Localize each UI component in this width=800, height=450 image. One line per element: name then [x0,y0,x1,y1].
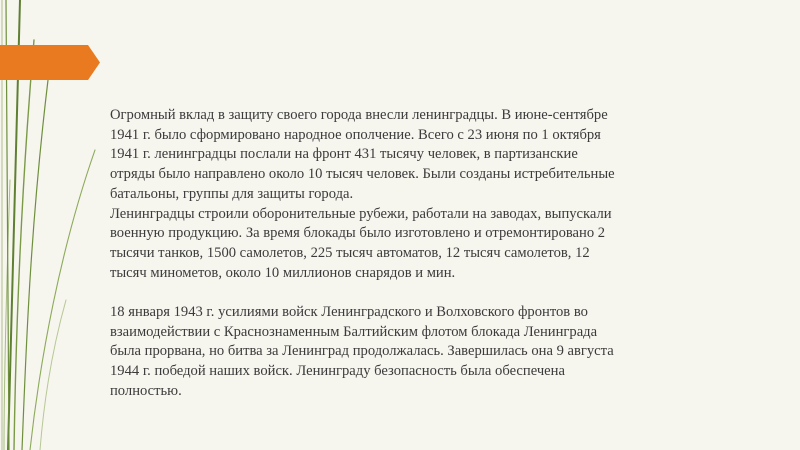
slide-body-text [110,106,700,402]
paragraph-defense-contribution: Огромный вклад в защиту своего города внесли ленинградцы. В июне-сентябре 1941 г. было сформировано народное ополчение. Всего с 23 июня по 1 октября 1941 г. ленинградцы послали на фронт 431 тысячу человек, в партизанские отряды было направлено около 10 тысяч человек. Были созданы истребительные батальоны, группы для защиты города. [110,107,615,202]
paragraph-production: Ленинградцы строили оборонительные рубежи, работали на заводах, выпускали военную продукцию. За время блокады было изготовлено и отремонтировано 2 тысячи танков, 1500 самолетов, 225 тысяч автоматов, 12 тысяч самолетов, 12 тысяч минометов, около 10 миллионов снарядов и мин. [110,205,612,281]
paragraph-spacer [110,283,700,303]
orange-accent-tab [0,45,100,80]
paragraph-blockade-broken: 18 января 1943 г. усилиями войск Ленинградского и Волховского фронтов во взаимодействии с Краснознаменным Балтийским флотом блокада Ленинграда была прорвана, но битва за Ленинград продолжалась. Завершилась она 9 августа 1944 г. победой наших войск. Ленинграду безопасность была обеспечена полностью. [110,304,614,399]
